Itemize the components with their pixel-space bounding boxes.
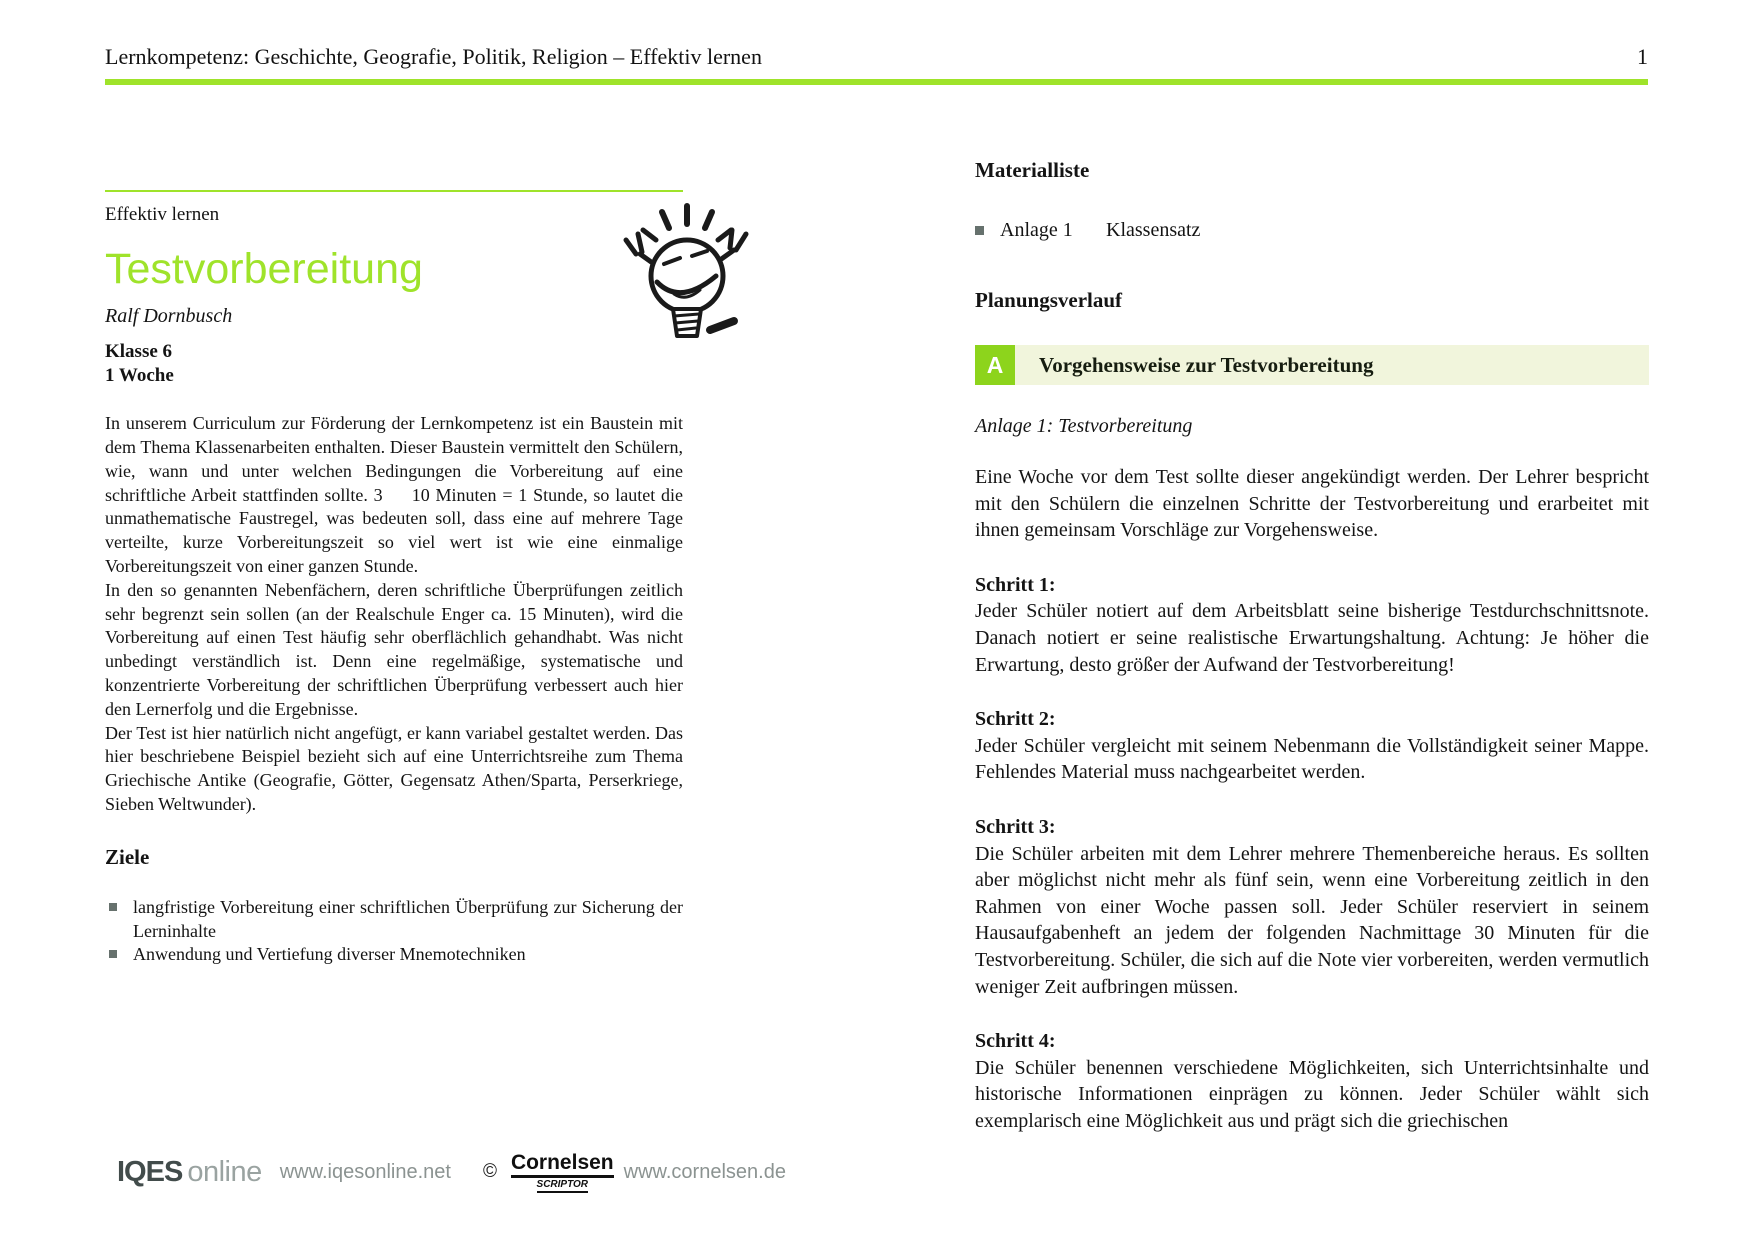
step-text: Jeder Schüler vergleicht mit seinem Nebenmann die Vollständigkeit seiner Mappe. Fehlendes Material muss nachgearbeitet werden.	[975, 734, 1649, 784]
header-rule	[105, 79, 1648, 85]
copyright-symbol: ©	[482, 1161, 497, 1182]
list-item-text: langfristige Vorbereitung einer schriftlichen Überprüfung zur Sicherung der Lerninhalte	[133, 896, 683, 941]
series-label: Effektiv lernen	[105, 204, 220, 225]
list-item	[105, 943, 683, 967]
right-column	[975, 158, 1649, 1134]
step-label: Schritt 4:	[975, 1030, 1056, 1053]
running-title: Lernkompetenz: Geschichte, Geografie, Politik, Religion – Effektiv lernen	[105, 44, 762, 69]
plan-heading: Planungsverlauf	[975, 288, 1123, 312]
cornelsen-logo-name: Cornelsen	[511, 1152, 614, 1178]
list-item	[105, 896, 683, 944]
lightbulb-cartoon-icon	[612, 200, 762, 345]
author-name: Ralf Dornbusch	[105, 305, 233, 328]
iqes-logo-suffix: online	[187, 1155, 262, 1188]
page-header	[105, 44, 1648, 70]
material-heading: Materialliste	[975, 158, 1090, 182]
goals-heading: Ziele	[105, 844, 150, 869]
material-name: Anlage 1	[1000, 219, 1073, 241]
step-block	[975, 706, 1649, 786]
left-column	[105, 190, 683, 967]
meta-class: Klasse 6	[105, 341, 173, 363]
goals-list	[105, 896, 683, 967]
material-quantity: Klassensatz	[1106, 219, 1201, 241]
square-bullet-icon	[109, 903, 117, 911]
square-bullet-icon	[975, 226, 984, 235]
page-title: Testvorbereitung	[105, 245, 423, 293]
step-text: Jeder Schüler notiert auf dem Arbeitsblatt seine bisherige Testdurchschnittsnote. Danach notiert er seine realistische Erwartungshaltung. Achtung: Je höher die Erwartung, desto größer der Aufwand der Testvorbereitung!	[975, 600, 1649, 676]
meta-block	[105, 340, 683, 388]
step-text: Die Schüler arbeiten mit dem Lehrer mehrere Themenbereiche heraus. Es sollten aber möglichst nicht mehr als fünf sein, wenn eine Vorbereitung zeitlich in den Rahmen von einer Woche passen soll. Jeder Schüler reserviert in seinem Hausaufgabenheft an jedem der folgenden Nachmittage 30 Minuten für die Testvorbereitung. Schüler, die sich auf die Note vier vorbereiten, werden vermutlich weniger Zeit aufbringen müssen.	[975, 842, 1649, 998]
phase-badge: A	[975, 345, 1015, 385]
step-label: Schritt 2:	[975, 708, 1056, 731]
cornelsen-url: www.cornelsen.de	[623, 1160, 786, 1183]
material-row	[975, 219, 1649, 242]
list-item-text: Anwendung und Vertiefung diverser Mnemotechniken	[133, 944, 526, 965]
page-footer	[117, 1150, 786, 1194]
plan-intro: Eine Woche vor dem Test sollte dieser angekündigt werden. Der Lehrer bespricht mit den Schülern die einzelnen Schritte der Testvorbereitung und erarbeitet mit ihnen gemeinsam Vorschläge zur Vorgehensweise.	[975, 466, 1649, 542]
attachment-subtitle: Anlage 1: Testvorbereitung	[975, 415, 1193, 437]
iqes-logo: IQES	[117, 1155, 183, 1188]
phase-banner	[975, 345, 1649, 385]
step-label: Schritt 1:	[975, 573, 1056, 596]
section-rule	[105, 190, 683, 192]
paragraph: In den so genannten Nebenfächern, deren schriftliche Überprüfungen zeitlich sehr begrenzt sein sollen (an der Realschule Enger ca. 15 Minuten), wird die Vorbereitung auf einen Test häufig sehr oberflächlich gehandhabt. Was nicht unbedingt verständlich ist. Denn eine regelmäßige, systematische und konzentrierte Vorbereitung der schriftlichen Überprüfung verbessert auch hier den Lernerfolg und die Ergebnisse.	[105, 579, 683, 719]
cornelsen-logo	[511, 1152, 614, 1193]
step-block	[975, 1028, 1649, 1134]
step-block	[975, 814, 1649, 1000]
step-text: Die Schüler benennen verschiedene Möglichkeiten, sich Unterrichtsinhalte und historische Informationen einprägen zu können. Jeder Schüler wählt sich exemplarisch eine Möglichkeit aus und prägt sich die griechischen	[975, 1056, 1649, 1132]
cornelsen-logo-sub: SCRIPTOR	[537, 1178, 589, 1193]
step-label: Schritt 3:	[975, 815, 1056, 838]
meta-duration: 1 Woche	[105, 365, 174, 387]
square-bullet-icon	[109, 950, 117, 958]
paragraph: Der Test ist hier natürlich nicht angefügt, er kann variabel gestaltet werden. Das hier beschriebene Beispiel bezieht sich auf eine Unterrichtsreihe zum Thema Griechische Antike (Geografie, Götter, Gegensatz Athen/Sparta, Perserkriege, Sieben Weltwunder).	[105, 722, 683, 815]
intro-text	[105, 412, 683, 817]
page-number: 1	[1637, 44, 1648, 69]
iqes-url: www.iqesonline.net	[279, 1160, 451, 1183]
paragraph: In unserem Curriculum zur Förderung der Lernkompetenz ist ein Baustein mit dem Thema Klassenarbeiten enthalten. Dieser Baustein vermittelt den Schülern, wie, wann und unter welchen Bedingungen die Vorbereitung auf eine schriftliche Arbeit stattfinden sollte. 3 10 Minuten = 1 Stunde, so lautet die unmathematische Faustregel, was bedeuten soll, dass eine auf mehrere Tage verteilte, kurze Vorbereitungszeit so viel wert ist wie eine einmalige Vorbereitungszeit von einer ganzen Stunde.	[105, 413, 683, 577]
phase-banner-label: Vorgehensweise zur Testvorbereitung	[1039, 352, 1374, 377]
step-block	[975, 572, 1649, 678]
